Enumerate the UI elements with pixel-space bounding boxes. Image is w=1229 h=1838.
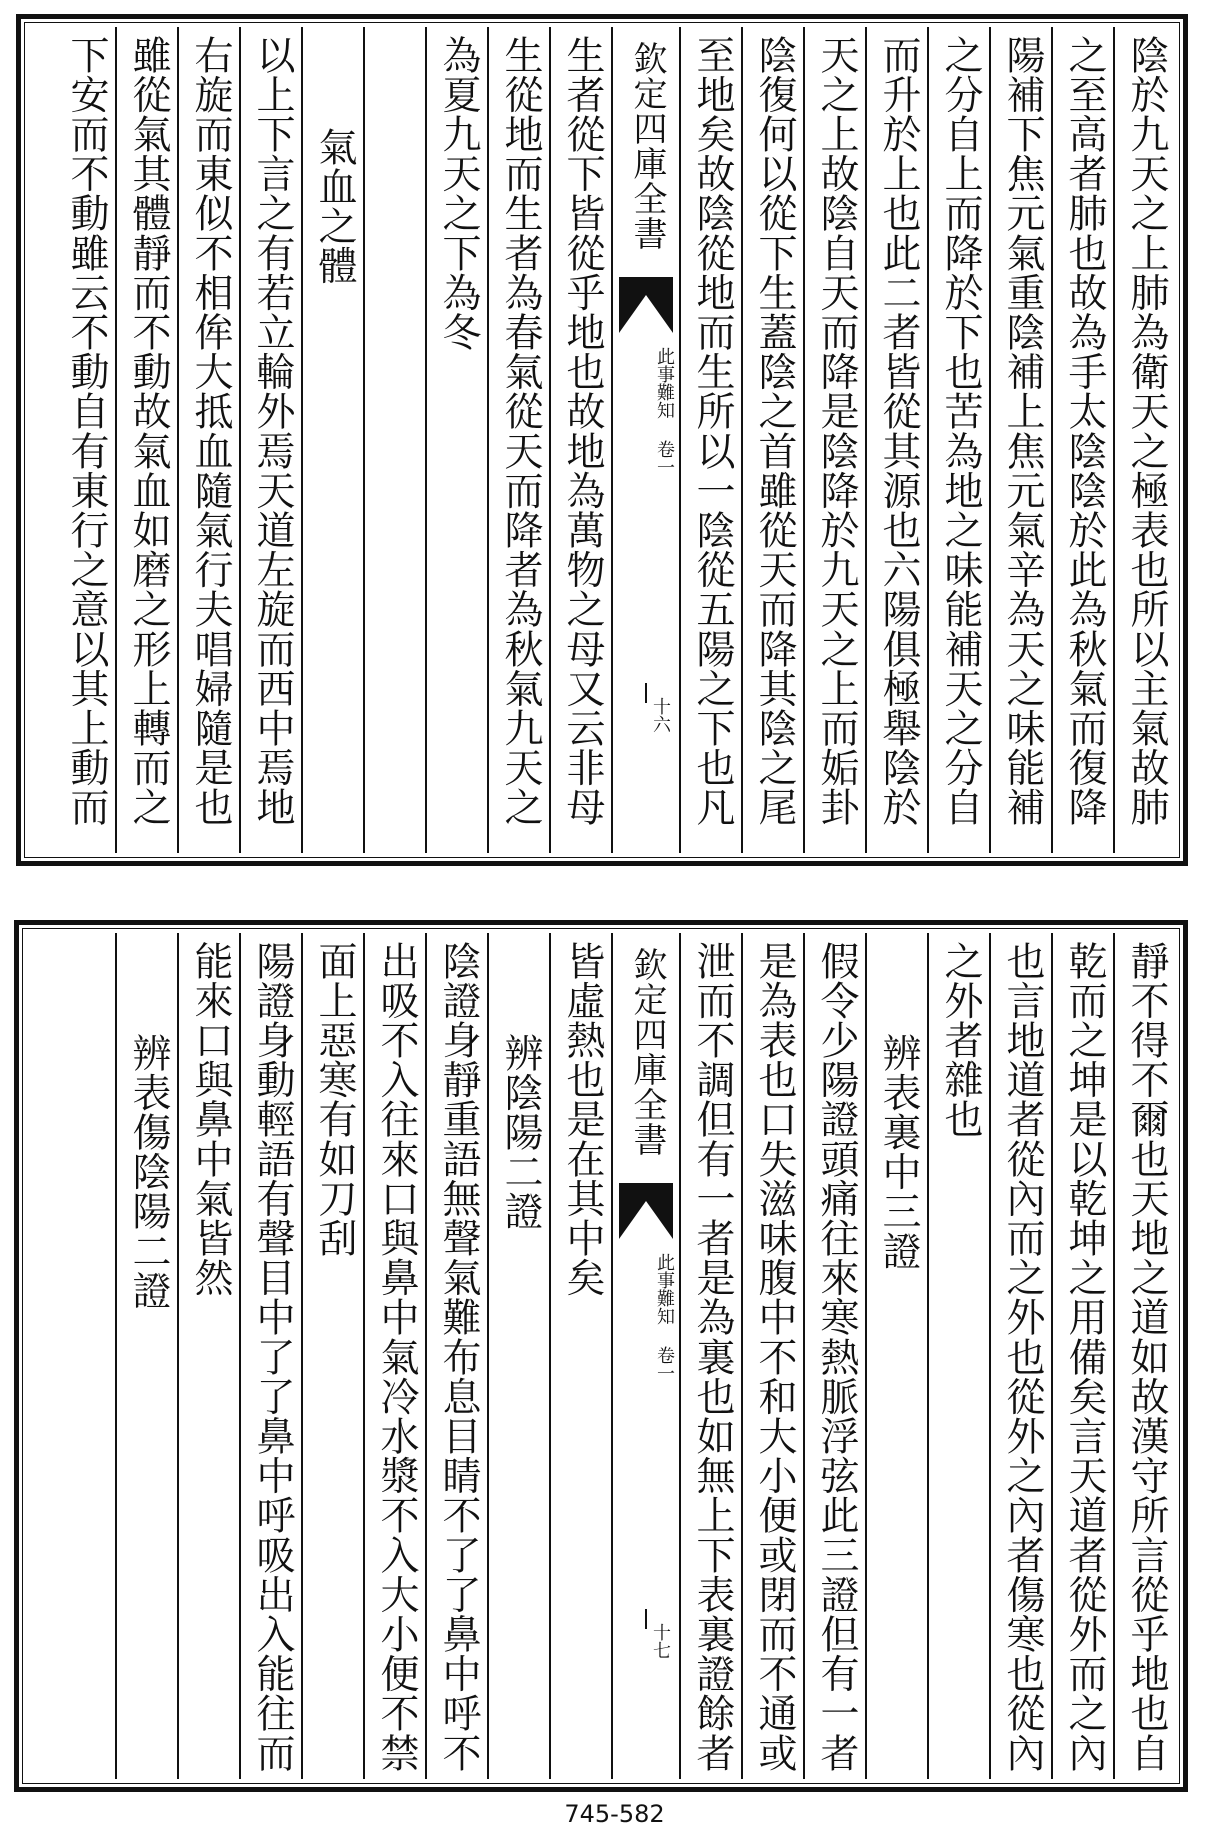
text-column: 以上下言之有若立輪外焉天道左旋而西中焉地 (239, 27, 301, 853)
text-columns (29, 27, 1175, 853)
text-column: 下安而不動雖云不動自有東行之意以其上動而 (64, 35, 109, 827)
text-column: 之分自上而降於下也苦為地之味能補天之分自 (927, 27, 989, 853)
text-column: 出吸不入往來口與鼻中氣冷水漿不入大小便不禁 (363, 933, 425, 1779)
juan-label: 此事難知 卷一 (654, 1253, 675, 1382)
top-page (16, 14, 1188, 866)
text-column: 陰於九天之上肺為衛天之極表也所以主氣故肺 (1113, 27, 1175, 853)
book-title: 欽定四庫全書 (627, 947, 667, 1157)
folio-number: 十六 (650, 697, 671, 733)
page-code: 745-582 (564, 1800, 665, 1828)
text-column: 天之上故陰自天而降是陰降於九天之上而姤卦 (803, 27, 865, 853)
text-column: 乾而之坤是以乾坤之用備矣言天道者從外而之內 (1051, 933, 1113, 1779)
text-column: 之至高者肺也故為手太陰陰於此為秋氣而復降 (1051, 27, 1113, 853)
section-heading: 辨陰陽二證 (487, 933, 549, 1779)
text-column: 泄而不調但有一者是為裏也如無上下表裏證餘者 (679, 933, 741, 1779)
section-heading: 辨表傷陰陽二證 (115, 933, 177, 1779)
juan-label: 此事難知 卷一 (654, 347, 675, 476)
section-heading: 辨表裏中三證 (865, 933, 927, 1779)
text-column: 能來口與鼻中氣皆然 (177, 933, 239, 1779)
text-column: 面上惡寒有如刀刮 (301, 933, 363, 1779)
fish-tail-mark-icon (619, 1183, 673, 1239)
bottom-page (14, 920, 1188, 1792)
section-heading: 氣血之體 (301, 27, 363, 853)
text-column (53, 933, 115, 1779)
text-column: 陰證身靜重語無聲氣難布息目睛不了了鼻中呼不 (425, 933, 487, 1779)
center-fold-column (611, 933, 681, 1779)
text-column: 靜不得不爾也天地之道如故漢守所言從乎地也自 (1113, 933, 1175, 1779)
text-column: 也言地道者從內而之外也從外之內者傷寒也從內 (989, 933, 1051, 1779)
text-column: 是為表也口失滋味腹中不和大小便或閉而不通或 (741, 933, 803, 1779)
text-column: 生者從下皆從乎地也故地為萬物之母又云非母 (549, 27, 611, 853)
center-fold-column (611, 27, 681, 853)
text-column: 陰復何以從下生蓋陰之首雖從天而降其陰之尾 (741, 27, 803, 853)
text-column: 而升於上也此二者皆從其源也六陽俱極舉陰於 (865, 27, 927, 853)
text-column: 之外者雜也 (927, 933, 989, 1779)
text-column: 陽補下焦元氣重陰補上焦元氣辛為天之味能補 (989, 27, 1051, 853)
text-column: 至地矣故陰從地而生所以一陰從五陽之下也凡 (679, 27, 741, 853)
text-column: 雖從氣其體靜而不動故氣血如磨之形上轉而之 (115, 27, 177, 853)
text-column: 皆虛熱也是在其中矣 (549, 933, 611, 1779)
text-column: 陽證身動輕語有聲目中了了鼻中呼吸出入能往而 (239, 933, 301, 1779)
folio-number: 十七 (650, 1623, 671, 1659)
text-column: 生從地而生者為春氣從天而降者為秋氣九天之 (487, 27, 549, 853)
text-column: 為夏九天之下為冬 (425, 27, 487, 853)
fish-tail-mark-icon (619, 277, 673, 333)
text-column (363, 27, 425, 853)
book-title: 欽定四庫全書 (627, 41, 667, 251)
text-columns (27, 933, 1175, 1779)
text-column: 右旋而東似不相侔大抵血隨氣行夫唱婦隨是也 (177, 27, 239, 853)
text-column: 假令少陽證頭痛往來寒熱脈浮弦此三證但有一者 (803, 933, 865, 1779)
